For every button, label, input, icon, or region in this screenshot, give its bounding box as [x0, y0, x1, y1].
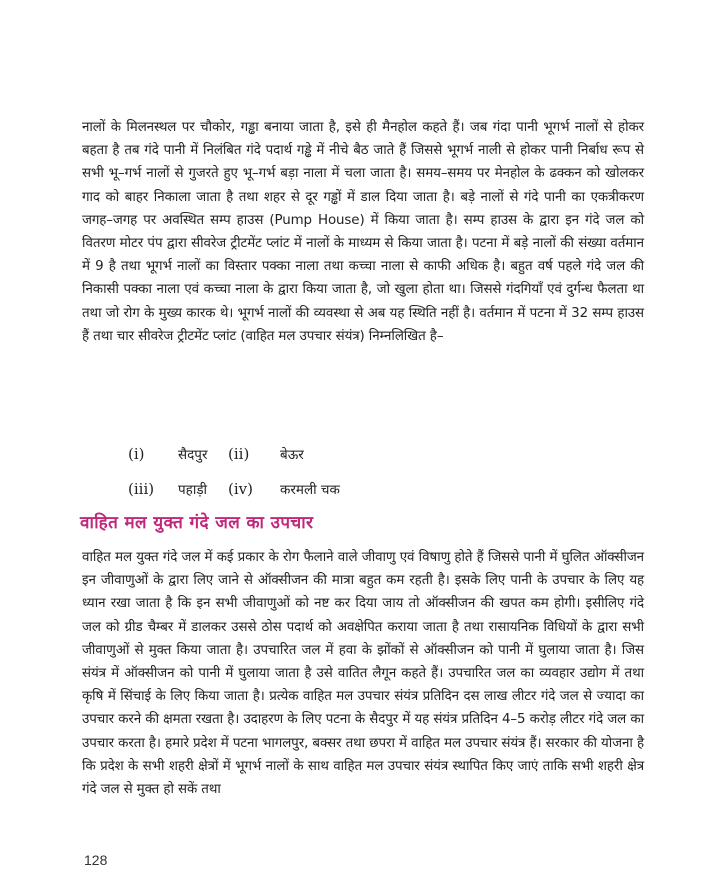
list-numeral: (ii): [228, 445, 250, 463]
list-numeral: (iii): [128, 480, 155, 498]
list-item: करमली चक: [280, 482, 340, 498]
list-item: सैदपुर: [178, 447, 208, 463]
list-row: [128, 480, 428, 502]
page-number: 128: [84, 852, 108, 868]
list-numeral: (iv): [228, 480, 253, 498]
body-paragraph: वाहित मल युक्त गंदे जल में कई प्रकार के रोग फैलाने वाले जीवाणु एवं विषाणु होते हैं जिससे पानी में घुलित ऑक्सीजन इन जीवाणुओं के द्वारा लिए जाने से ऑक्सीजन की मात्रा बहुत कम रहती है। इसके लिए पानी के उपचार के लिए यह ध्यान रखा जाता है कि इन सभी जीवाणुओं को नष्ट कर दिया जाय तो ऑक्सीजन की खपत कम होगी। इसीलिए गंदे जल को ग्रीड चैम्बर में डालकर उससे ठोस पदार्थ को अवक्षेपित कराया जाता है तथा रासायनिक विधियों के द्वारा सभी जीवाणुओं से मुक्त किया जाता है। उपचारित जल में हवा के झोंकों से ऑक्सीजन को पानी में घुलाया जाता है। जिस संयंत्र में ऑक्सीजन को पानी में घुलाया जाता है उसे वातित लैगून कहते हैं। उपचारित जल का व्यवहार उद्योग में तथा कृषि में सिंचाई के लिए किया जाता है। प्रत्येक वाहित मल उपचार संयंत्र प्रतिदिन दस लाख लीटर गंदे जल से ज्यादा का उपचार करने की क्षमता रखता है। उदाहरण के लिए पटना के सैदपुर में यह संयंत्र प्रतिदिन 4–5 करोड़ लीटर गंदे जल का उपचार करता है। हमारे प्रदेश में पटना भागलपुर, बक्सर तथा छपरा में वाहित मल उपचार संयंत्र हैं। सरकार की योजना है कि प्रदेश के सभी शहरी क्षेत्रों में भूगर्भ नालों के साथ वाहित मल उपचार संयंत्र स्थापित किए जाएं ताकि सभी शहरी क्षेत्र गंदे जल से मुक्त हो सकें तथा: [82, 550, 644, 798]
section-heading: वाहित मल युक्त गंदे जल का उपचार: [80, 513, 314, 533]
list-row: [128, 445, 428, 467]
list-item: बेऊर: [280, 447, 304, 463]
list-numeral: (i): [128, 445, 145, 463]
list-item: पहाड़ी: [178, 482, 208, 498]
body-paragraph: नालों के मिलनस्थल पर चौकोर, गड्ढा बनाया जाता है, इसे ही मैनहोल कहते हैं। जब गंदा पानी भूगर्भ नालों से होकर बहता है तब गंदे पानी में निलंबित गंदे पदार्थ गड्ढे में नीचे बैठ जाते हैं जिससे भूगर्भ नाली से होकर पानी निर्बाध रूप से सभी भू–गर्भ नालों से गुजरते हुए भू–गर्भ बड़ा नाला में चला जाता है। समय–समय पर मेनहोल के ढक्कन को खोलकर गाद को बाहर निकाला जाता है तथा शहर से दूर गड्ढों में डाल दिया जाता है। बड़े नालों से गंदे पानी का एकत्रीकरण जगह–जगह पर अवस्थित सम्प हाउस (Pump House) में किया जाता है। सम्प हाउस के द्वारा इन गंदे जल को वितरण मोटर पंप द्वारा सीवरेज ट्रीटमेंट प्लांट में नालों के माध्यम से किया जाता है। पटना में बड़े नालों की संख्या वर्तमान में 9 है तथा भूगर्भ नालों का विस्तार पक्का नाला तथा कच्चा नाला से काफी अधिक है। बहुत वर्ष पहले गंदे जल की निकासी पक्का नाला एवं कच्चा नाला के द्वारा किया जाता है, जो खुला होता था। जिससे गंदगियाँ एवं दुर्गन्ध फैलता था तथा जो रोग के मुख्य कारक थे। भूगर्भ नालों की व्यवस्था से अब यह स्थिति नहीं है। वर्तमान में पटना में 32 सम्प हाउस हैं तथा चार सीवरेज ट्रीटमेंट प्लांट (वाहित मल उपचार संयंत्र) निम्नलिखित है–: [82, 120, 644, 344]
